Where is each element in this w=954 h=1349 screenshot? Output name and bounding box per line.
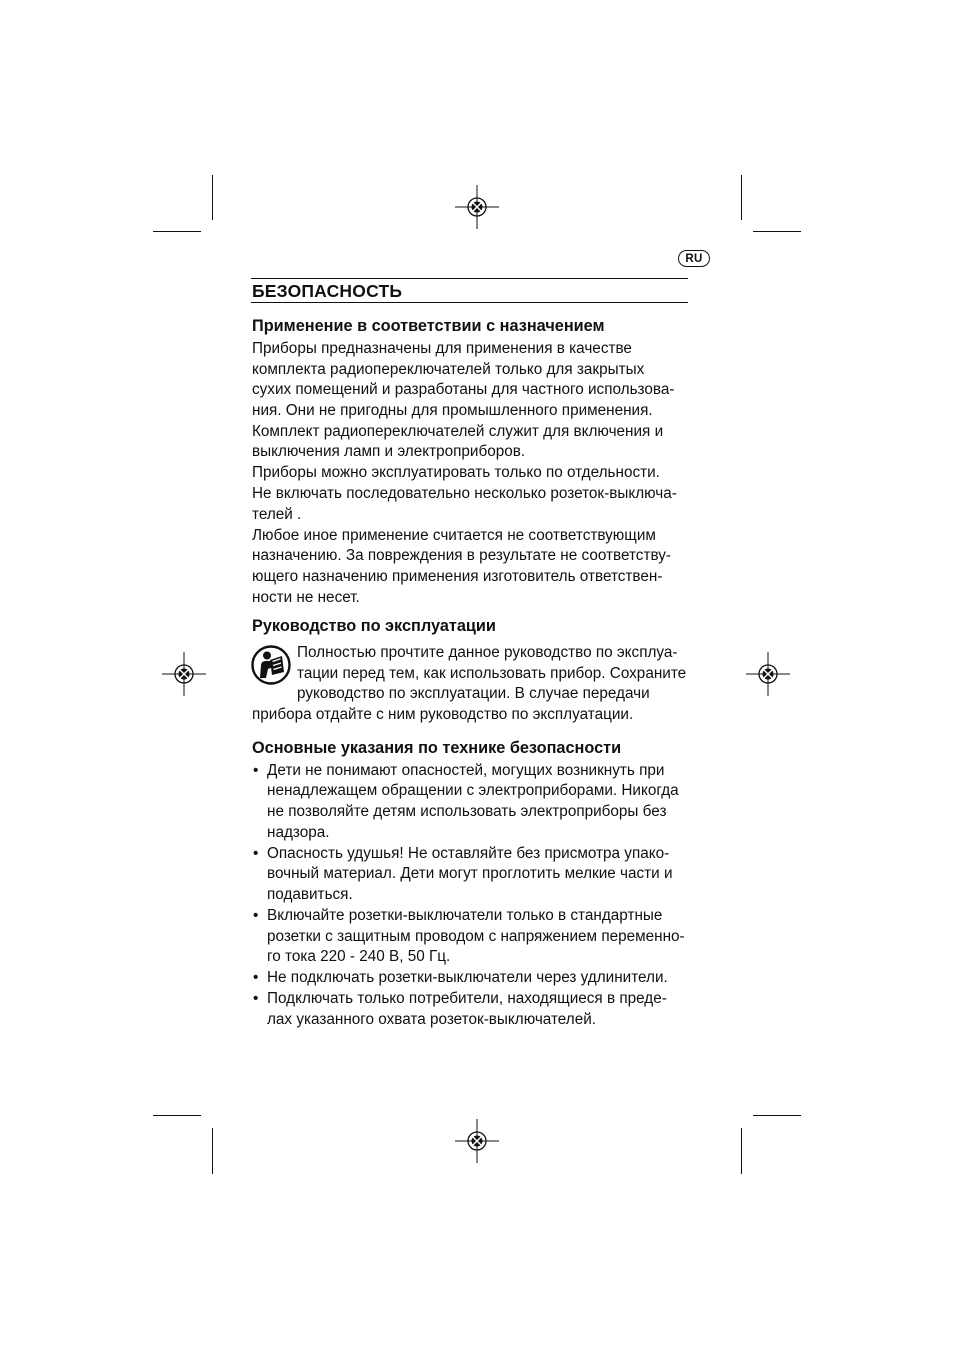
crop-mark-top-left-vertical (212, 175, 213, 220)
crop-mark-top-right-horizontal (753, 231, 801, 232)
body-line: подавиться. (267, 886, 353, 903)
body-line: сухих помещений и разработаны для частного использова- (252, 381, 675, 398)
manual-heading: Руководство по эксплуатации (252, 617, 496, 635)
crop-mark-top-left-horizontal (153, 231, 201, 232)
body-line: выключения ламп и электроприборов. (252, 443, 526, 460)
crop-mark-bottom-right-vertical (741, 1128, 742, 1174)
body-line: не позволяйте детям использовать электроприборы без (267, 803, 667, 820)
bullet-marker: • (253, 762, 259, 779)
intended-use-heading: Применение в соответствии с назначением (252, 317, 605, 335)
body-line: ненадлежащем обращении с электроприборами. Никогда (267, 782, 679, 799)
body-line: комплекта радиопереключателей только для закрытых (252, 361, 645, 378)
bullet-marker: • (253, 969, 259, 986)
body-line: Дети не понимают опасностей, могущих возникнуть при (267, 762, 665, 779)
crop-mark-bottom-left-vertical (212, 1128, 213, 1174)
crop-mark-bottom-right-horizontal (753, 1115, 801, 1116)
body-line: надзора. (267, 824, 330, 841)
body-line: телей . (252, 506, 302, 523)
body-line: Полностью прочтите данное руководство по эксплуа- (297, 644, 678, 661)
body-line: Опасность удушья! Не оставляйте без присмотра упако- (267, 845, 670, 862)
body-line: Подключать только потребители, находящиеся в преде- (267, 990, 667, 1007)
body-line: Включайте розетки-выключатели только в стандартные (267, 907, 663, 924)
read-manual-icon (251, 645, 291, 685)
body-line: вочный материал. Дети могут проглотить мелкие части и (267, 865, 673, 882)
registration-mark-right-icon (746, 652, 790, 696)
registration-mark-left-icon (162, 652, 206, 696)
body-line: ности не несет. (252, 589, 360, 606)
body-line: го тока 220 - 240 В, 50 Гц. (267, 948, 451, 965)
body-line: лах указанного охвата розеток-выключателей. (267, 1011, 597, 1028)
body-line: розетки с защитным проводом с напряжением переменно- (267, 928, 685, 945)
bullet-marker: • (253, 845, 259, 862)
body-line: Приборы можно эксплуатировать только по отдельности. (252, 464, 660, 481)
registration-mark-bottom-icon (455, 1119, 499, 1163)
language-badge: RU (678, 250, 710, 267)
bullet-marker: • (253, 990, 259, 1007)
body-line: прибора отдайте с ним руководство по эксплуатации. (252, 706, 634, 723)
bullet-marker: • (253, 907, 259, 924)
body-line: назначению. За повреждения в результате не соответству- (252, 547, 671, 564)
section-rule-top (251, 278, 688, 279)
safety-heading: Основные указания по технике безопасности (252, 739, 622, 757)
body-line: Любое иное применение считается не соответствующим (252, 527, 656, 544)
crop-mark-bottom-left-horizontal (153, 1115, 201, 1116)
registration-mark-top-icon (455, 185, 499, 229)
body-line: руководство по эксплуатации. В случае передачи (297, 685, 650, 702)
body-line: ющего назначению применения изготовитель ответствен- (252, 568, 663, 585)
body-line: Не подключать розетки-выключатели через удлинители. (267, 969, 668, 986)
body-line: тации перед тем, как использовать прибор. Сохраните (297, 665, 687, 682)
body-line: ния. Они не пригодны для промышленного применения. (252, 402, 653, 419)
section-title: БЕЗОПАСНОСТЬ (252, 281, 403, 301)
body-line: Комплект радиопереключателей служит для включения и (252, 423, 664, 440)
crop-mark-top-right-vertical (741, 175, 742, 220)
body-line: Не включать последовательно несколько розеток-выключа- (252, 485, 677, 502)
body-line: Приборы предназначены для применения в качестве (252, 340, 632, 357)
section-rule-bottom (251, 302, 688, 303)
